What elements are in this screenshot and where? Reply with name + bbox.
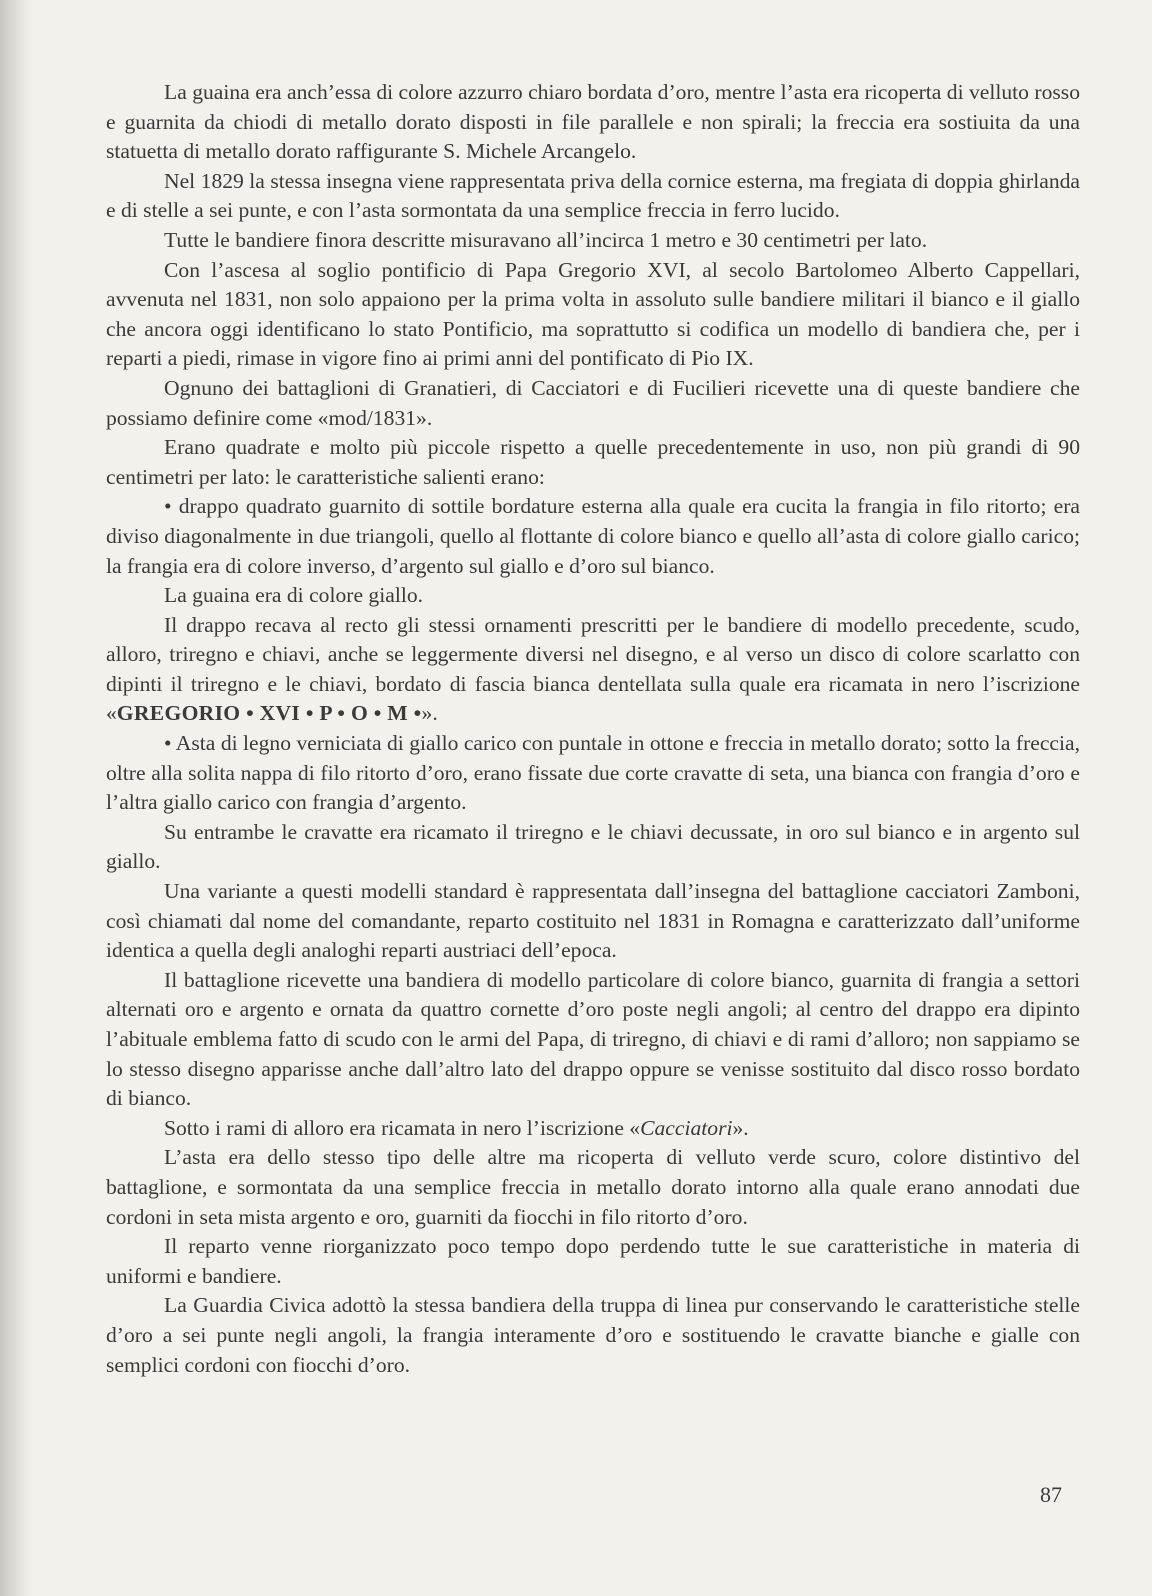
paragraph-5: Ognuno dei battaglioni di Granatieri, di Cacciatori e di Fucilieri ricevette una di queste bandiere che possiamo definire come «mod/1831». — [106, 375, 1080, 430]
inscription-cacciatori: Cacciatori — [640, 1115, 733, 1140]
paragraph-12: Una variante a questi modelli standard è rappresentata dall’insegna del battaglione cacciatori Zamboni, così chiamati dal nome del comandante, reparto costituito nel 1831 in Romagna e caratterizzato dall’uniforme identica a quella degli analoghi reparti austriaci dell’epoca. — [106, 879, 1080, 963]
paragraph-6: Erano quadrate e molto più piccole rispetto a quelle precedentemente in uso, non più grandi di 90 centimetri per lato: le caratteristiche salienti erano: — [106, 435, 1080, 489]
paragraph-1: La guaina era anch’essa di colore azzurro chiaro bordata d’oro, mentre l’asta era ricoperta di velluto rosso e guarnita da chiodi di metallo dorato disposti in file parallele e non spirali; la freccia era sostiuita da una statuetta di metallo dorato raffigurante S. Michele Arcangelo. — [106, 80, 1080, 164]
paragraph-8: La guaina era di colore giallo. — [164, 583, 424, 608]
paragraph-7-bullet: • drappo quadrato guarnito di sottile bordature esterna alla quale era cucita la frangia in filo ritorto; era diviso diagonalmente in due triangoli, quello al flottante di colore bianco e quello all’asta di colore giallo carico; la frangia era di colore inverso, d’argento sul giallo e d’oro sul bianco. — [106, 494, 1080, 578]
body-text — [106, 78, 1080, 1380]
page-number: 87 — [1040, 1482, 1062, 1507]
paragraph-14 — [106, 1114, 1080, 1144]
paragraph-10-bullet: • Asta di legno verniciata di giallo carico con puntale in ottone e freccia in metallo dorato; sotto la freccia, oltre alla solita nappa di filo ritorto d’oro, erano fissate due corte cravatte di seta, una bianca con frangia d’oro e l’altra giallo carico con frangia d’argento. — [106, 731, 1080, 815]
binding-gutter-shadow — [0, 0, 34, 1596]
paragraph-11: Su entrambe le cravatte era ricamato il triregno e le chiavi decussate, in oro sul bianco e in argento sul giallo. — [106, 819, 1080, 874]
paragraph-16: Il reparto venne riorganizzato poco tempo dopo perdendo tutte le sue caratteristiche in materia di uniformi e bandiere. — [106, 1234, 1080, 1288]
paragraph-9-after: ». — [421, 701, 438, 726]
paragraph-9-before: Il drappo recava al recto gli stessi ornamenti prescritti per le bandiere di modello precedente, scudo, alloro, triregno e chiavi, anche se leggermente diversi nel disegno, e al verso un disco di colore scarlatto con dipinti il triregno e le chiavi, bordato di fascia bianca dentellata sulla quale era ricamata in nero l’iscrizione « — [106, 612, 1080, 726]
paragraph-13: Il battaglione ricevette una bandiera di modello particolare di colore bianco, guarnita di frangia a settori alternati oro e argento e ornata da quattro cornette d’oro poste negli angoli; al centro del drappo era dipinto l’abituale emblema fatto di scudo con le armi del Papa, di triregno, di chiavi e di rami d’alloro; non sappiamo se lo stesso disegno apparisse anche dall’altro lato del drappo oppure se venisse sostituito dal disco rosso bordato di bianco. — [106, 967, 1080, 1111]
paragraph-2: Nel 1829 la stessa insegna viene rappresentata priva della cornice esterna, ma fregiata di doppia ghirlanda e di stelle a sei punte, e con l’asta sormontata da una semplice freccia in ferro lucido. — [106, 168, 1080, 223]
paragraph-4: Con l’ascesa al soglio pontificio di Papa Gregorio XVI, al secolo Bartolomeo Alberto Cappellari, avvenuta nel 1831, non solo appaiono per la prima volta in assoluto sulle bandiere militari il bianco e il giallo che ancora oggi identificano lo stato Pontificio, ma soprattutto si codifica un modello di bandiera che, per i reparti a piedi, rimase in vigore fino ai primi anni del pontificato di Pio IX. — [106, 257, 1080, 371]
paragraph-15: L’asta era dello stesso tipo delle altre ma ricoperta di velluto verde scuro, colore distintivo del battaglione, e sormontata da una semplice freccia in metallo dorato intorno alla quale erano annodati due cordoni in seta mista argento e oro, guarniti da fiocchi in filo ritorto d’oro. — [106, 1145, 1080, 1229]
paragraph-9 — [106, 611, 1080, 729]
inscription-gregorio: GREGORIO • XVI • P • O • M • — [116, 701, 422, 726]
paragraph-3: Tutte le bandiere finora descritte misuravano all’incirca 1 metro e 30 centimetri per lato. — [164, 227, 928, 252]
paragraph-17: La Guardia Civica adottò la stessa bandiera della truppa di linea pur conservando le caratteristiche stelle d’oro a sei punte negli angoli, la frangia interamente d’oro e sostituendo le cravatte bianche e gialle con semplici cordoni con fiocchi d’oro. — [106, 1293, 1080, 1377]
paragraph-14-before: Sotto i rami di alloro era ricamata in nero l’iscrizione « — [164, 1115, 641, 1140]
paragraph-14-after: ». — [732, 1115, 749, 1140]
